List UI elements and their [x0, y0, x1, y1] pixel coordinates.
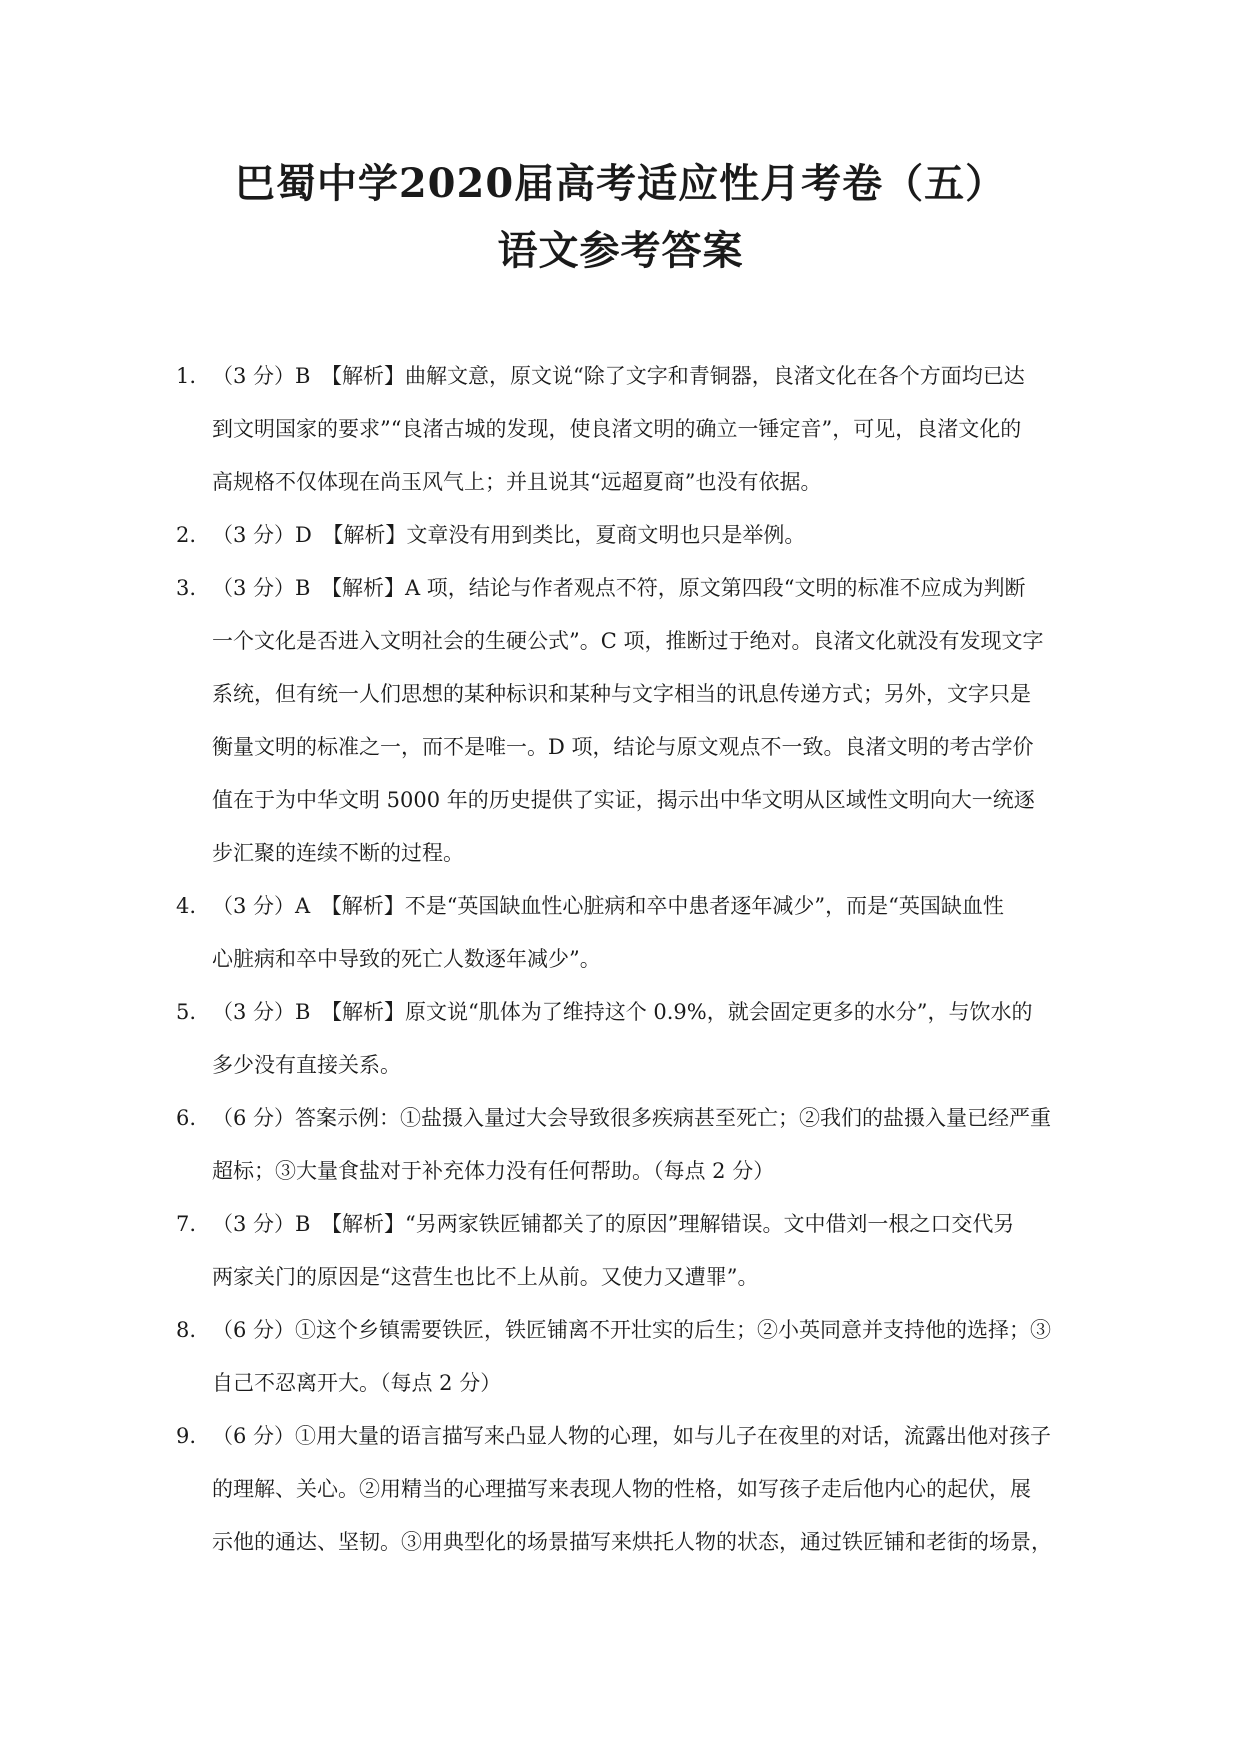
answer-line: （6 分）①这个乡镇需要铁匠，铁匠铺离不开壮实的后生；②小英同意并支持他的选择；③	[212, 1318, 1052, 1342]
answer-line: 值在于为中华文明 5000 年的历史提供了实证，揭示出中华文明从区域性文明向大一统逐	[212, 788, 1035, 812]
answer-number: 6.	[176, 1106, 197, 1130]
answer-line: 两家关门的原因是“这营生也比不上从前。又使力又遭罪”。	[212, 1265, 759, 1289]
answer-line: （3 分）D 【解析】文章没有用到类比，夏商文明也只是举例。	[212, 523, 806, 547]
answer-item	[176, 1198, 1076, 1304]
answer-number: 4.	[176, 894, 197, 918]
answer-list	[176, 350, 1076, 1569]
answer-item	[176, 986, 1076, 1092]
answer-number: 7.	[176, 1212, 197, 1236]
document-title: 巴蜀中学2020届高考适应性月考卷（五）	[234, 160, 1007, 207]
answer-line: 自己不忍离开大。（每点 2 分）	[212, 1371, 502, 1395]
answer-number: 2.	[176, 523, 197, 547]
answer-number: 9.	[176, 1424, 197, 1448]
answer-item	[176, 880, 1076, 986]
answer-item	[176, 1304, 1076, 1410]
answer-line: （3 分）B 【解析】“另两家铁匠铺都关了的原因”理解错误。文中借刘一根之口交代另	[212, 1212, 1015, 1236]
answer-line: （3 分）B 【解析】原文说“肌体为了维持这个 0.9%，就会固定更多的水分”，与饮水的	[212, 1000, 1033, 1024]
answer-number: 5.	[176, 1000, 197, 1024]
answer-line: 高规格不仅体现在尚玉风气上；并且说其“远超夏商”也没有依据。	[212, 470, 822, 494]
answer-line: 多少没有直接关系。	[212, 1053, 401, 1077]
answer-line: （6 分）答案示例：①盐摄入量过大会导致很多疾病甚至死亡；②我们的盐摄入量已经严重	[212, 1106, 1052, 1130]
document-subtitle: 语文参考答案	[497, 227, 744, 274]
answer-item	[176, 1410, 1076, 1569]
answer-line: （6 分）①用大量的语言描写来凸显人物的心理，如与儿子在夜里的对话，流露出他对孩子	[212, 1424, 1052, 1448]
answer-number: 1.	[176, 364, 197, 388]
answer-number: 3.	[176, 576, 197, 600]
answer-item	[176, 562, 1076, 880]
answer-line: 衡量文明的标准之一，而不是唯一。D 项，结论与原文观点不一致。良渚文明的考古学价	[212, 735, 1034, 759]
answer-item	[176, 509, 1076, 562]
answer-line: 一个文化是否进入文明社会的生硬公式”。C 项，推断过于绝对。良渚文化就没有发现文字	[212, 629, 1044, 653]
answer-line: 心脏病和卒中导致的死亡人数逐年减少”。	[212, 947, 601, 971]
answer-item	[176, 1092, 1076, 1198]
answer-line: 步汇聚的连续不断的过程。	[212, 841, 464, 865]
answer-number: 8.	[176, 1318, 197, 1342]
answer-line: （3 分）B 【解析】曲解文意，原文说“除了文字和青铜器，良渚文化在各个方面均已达	[212, 364, 1025, 388]
answer-line: 超标；③大量食盐对于补充体力没有任何帮助。（每点 2 分）	[212, 1159, 775, 1183]
answer-line: 示他的通达、坚韧。③用典型化的场景描写来烘托人物的状态，通过铁匠铺和老街的场景，	[212, 1530, 1052, 1554]
answer-line: （3 分）A 【解析】不是“英国缺血性心脏病和卒中患者逐年减少”，而是“英国缺血性	[212, 894, 1004, 918]
answer-item	[176, 350, 1076, 509]
answer-line: 系统，但有统一人们思想的某种标识和某种与文字相当的讯息传递方式；另外，文字只是	[212, 682, 1031, 706]
answer-line: 的理解、关心。②用精当的心理描写来表现人物的性格，如写孩子走后他内心的起伏，展	[212, 1477, 1031, 1501]
answer-line: 到文明国家的要求”“良渚古城的发现，使良渚文明的确立一锤定音”，可见，良渚文化的	[212, 417, 1022, 441]
answer-line: （3 分）B 【解析】A 项，结论与作者观点不符，原文第四段“文明的标准不应成为判断	[212, 576, 1026, 600]
